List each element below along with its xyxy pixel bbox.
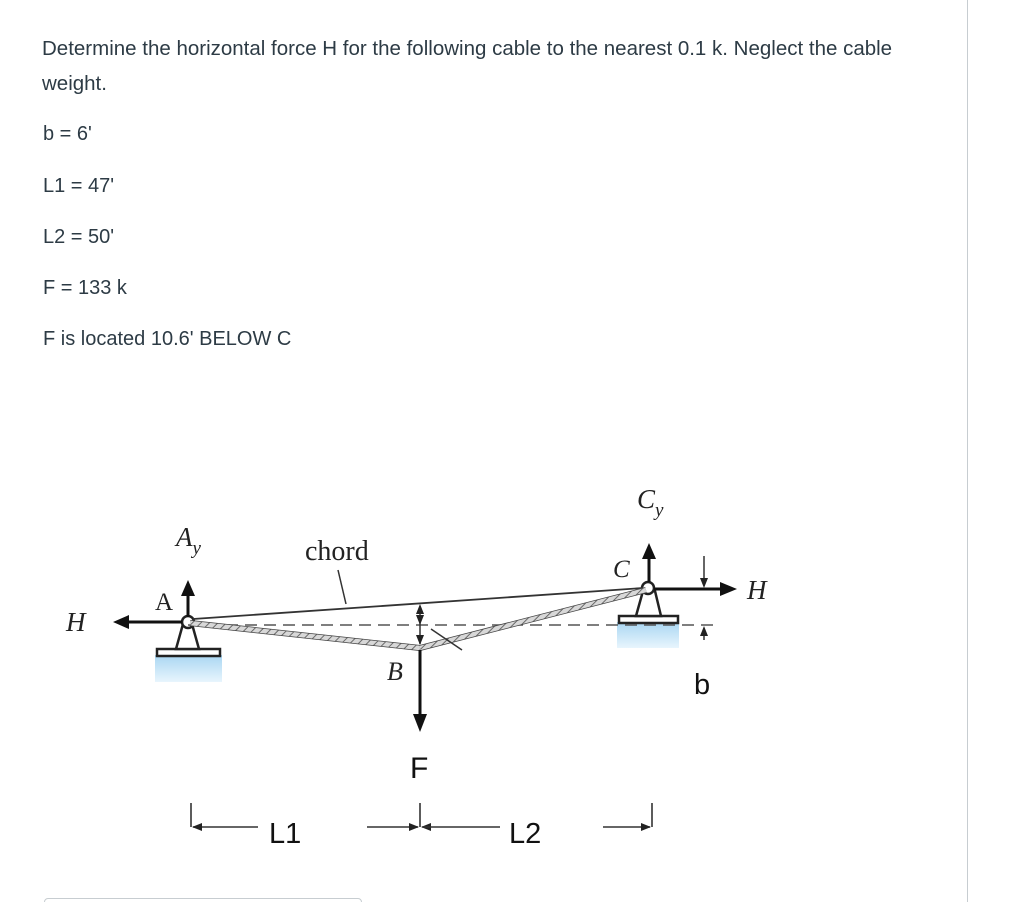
param-b: b = 6' — [43, 123, 92, 145]
label-ay: $A_y$ — [176, 522, 201, 559]
param-f: F = 133 k — [43, 277, 127, 299]
ground-a — [155, 655, 222, 682]
label-h-left: H — [66, 607, 86, 637]
cable-bc-texture — [420, 590, 646, 648]
ground-c — [617, 622, 679, 648]
question-text: Determine the horizontal force H for the following cable to the nearest 0.1 k. Neglect the cable weight. — [42, 37, 893, 95]
label-l2: L2 — [509, 818, 542, 850]
label-l1: L1 — [269, 818, 302, 850]
sag-arrow-down-2 — [416, 635, 424, 645]
dim-l2-end-arrow — [641, 823, 651, 831]
label-c: C — [613, 556, 630, 583]
reaction-h-left-arrow — [113, 615, 129, 629]
reaction-ay-arrow — [181, 580, 195, 596]
dim-l1-start-arrow — [192, 823, 202, 831]
label-b-point: B — [387, 657, 403, 686]
param-l2: L2 = 50' — [43, 226, 115, 248]
label-b-dimension: b — [694, 669, 711, 701]
label-cy: $C_y$ — [637, 484, 664, 521]
param-l1: L1 = 47' — [43, 175, 115, 197]
label-h-right: H — [747, 575, 767, 605]
force-f-arrow — [413, 714, 427, 732]
label-chord: chord — [305, 536, 369, 567]
chord-line — [193, 588, 643, 619]
reaction-h-right-arrow — [720, 582, 737, 596]
sag-arrow-down — [416, 615, 424, 625]
param-f-location: F is located 10.6' BELOW C — [43, 328, 292, 350]
label-f: F — [410, 752, 429, 785]
label-a: A — [155, 589, 174, 616]
chord-leader — [338, 570, 346, 604]
cable-ab-texture — [190, 623, 420, 648]
dim-b-bottom-arrow — [700, 626, 708, 636]
reaction-cy-arrow — [642, 543, 656, 559]
dim-b-top-arrow — [700, 578, 708, 588]
sag-arrow-up — [416, 604, 424, 614]
dim-l1-end-arrow — [409, 823, 419, 831]
